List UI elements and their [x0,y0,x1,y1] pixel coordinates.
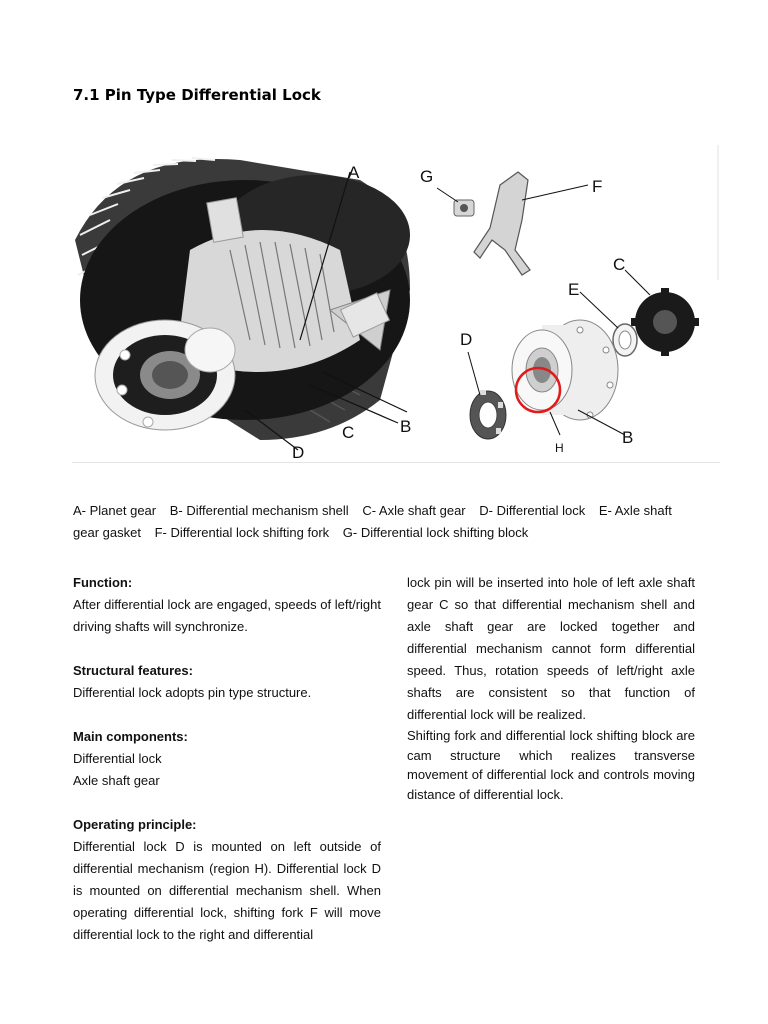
components-heading: Main components: [73,729,188,744]
label-f: F [592,177,603,196]
label-d-right: D [460,330,473,349]
legend-item-g: G- Differential lock shifting block [342,525,529,540]
label-b-left: B [400,417,412,436]
axle-shaft-gear-gasket [613,324,637,356]
legend-item-a: A- Planet gear [73,503,157,518]
function-text: After differential lock are engaged, speeds of left/right driving shafts will synchronize. [73,597,381,634]
structural-text: Differential lock adopts pin type structure. [73,685,312,700]
shifting-block [454,200,474,216]
label-g: G [420,167,434,186]
differential-lock-figure [60,140,722,470]
principle-text-left: Differential lock D is mounted on left outside of differential mechanism (region H). Differential lock D is mounted on differential mechanism shell. When operating differential lock, shifting fork F will move differential lock to the right and differential [73,839,381,942]
structural-heading: Structural features: [73,663,193,678]
component-item: Axle shaft gear [73,773,160,788]
legend-item-e: E- Axle shaft gear gasket [73,503,672,540]
page-title: 7.1 Pin Type Differential Lock [73,86,321,104]
axle-shaft-gear [631,288,699,356]
function-heading: Function: [73,575,133,590]
label-c-left: C [342,423,355,442]
right-column [407,572,695,804]
label-b-right: B [622,428,634,447]
label-h: H [555,441,564,455]
legend-item-f: F- Differential lock shifting fork [154,525,330,540]
principle-heading: Operating principle: [73,817,197,832]
cutaway-assembly [75,158,411,462]
label-e: E [568,280,580,299]
shifting-fork [474,172,530,275]
differential-lock-ring [470,390,506,439]
principle-text-right-2: Shifting fork and differential lock shifting block are cam structure which realizes transverse movement of differential lock and controls moving distance of differential lock. [407,728,695,802]
label-c-right: C [613,255,626,274]
legend-item-d: D- Differential lock [479,503,586,518]
legend-item-b: B- Differential mechanism shell [169,503,349,518]
component-legend [73,500,693,544]
exploded-view [420,145,718,455]
left-column [73,572,381,946]
differential-lock-illustration [60,140,722,470]
figure-divider [72,462,720,463]
label-a: A [348,163,360,182]
label-d-left: D [292,443,305,462]
component-item: Differential lock [73,751,162,766]
principle-text-right-1: lock pin will be inserted into hole of left axle shaft gear C so that differential mechanism shell and axle shaft gear are locked together and differential mechanism cannot form differential speed. Thus, rotation speeds of left/right axle shafts are consistent so that function of differential lock will be realized. [407,575,695,722]
legend-item-c: C- Axle shaft gear [362,503,466,518]
